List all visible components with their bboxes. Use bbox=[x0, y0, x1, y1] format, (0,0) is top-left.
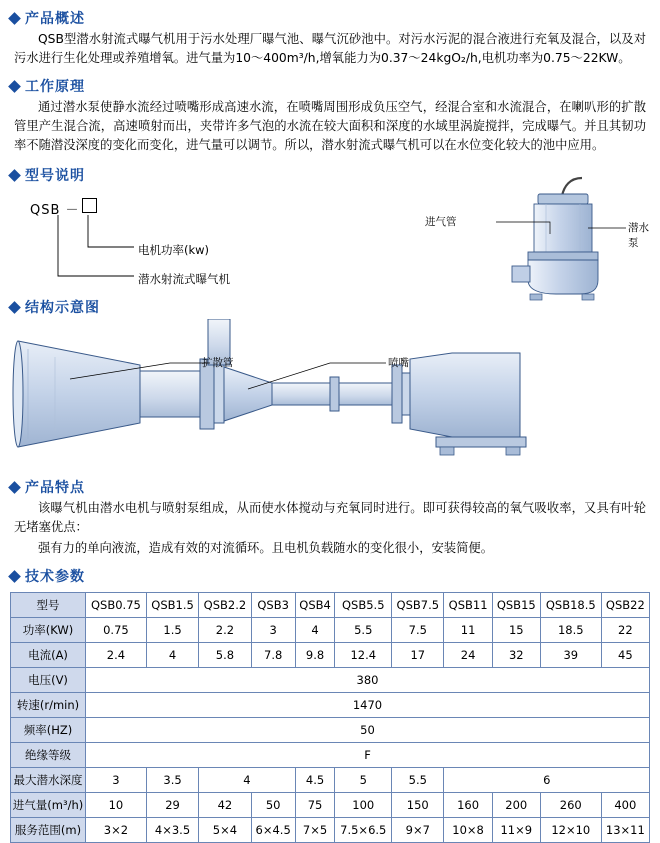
table-cell: 7.5 bbox=[392, 618, 444, 643]
table-cell: 4×3.5 bbox=[146, 818, 198, 843]
label-pump: 潜水泵 bbox=[628, 222, 649, 249]
table-cell: 160 bbox=[444, 793, 492, 818]
table-cell: QSB3 bbox=[251, 593, 295, 618]
table-row bbox=[11, 818, 650, 843]
section-heading-principle bbox=[10, 76, 660, 96]
features-paragraph-1: 该曝气机由潜水电机与喷射泵组成，从而使水体搅动与充氧同时进行。即可获得较高的氧气吸收率，又具有叶轮无堵塞优点： bbox=[14, 501, 646, 534]
table-cell: 4.5 bbox=[295, 768, 335, 793]
table-cell: QSB22 bbox=[601, 593, 649, 618]
table-cell: 3 bbox=[86, 768, 147, 793]
label-diffuser: 扩散管 bbox=[202, 357, 234, 369]
table-row bbox=[11, 593, 650, 618]
table-cell: 2.2 bbox=[199, 618, 251, 643]
row-header: 型号 bbox=[11, 593, 86, 618]
table-row bbox=[11, 693, 650, 718]
table-cell: 42 bbox=[199, 793, 251, 818]
section-title-structure: 结构示意图 bbox=[25, 300, 100, 316]
overview-paragraph: QSB型潜水射流式曝气机用于污水处理厂曝气池、曝气沉砂池中。对污水污泥的混合液进行充氧及混合，以及对污水进行生化处理或养殖增氧。进气量为10～400m³/h,增氧能力为0.37～24kgO₂/h,电机功率为0.75～22KW。 bbox=[14, 32, 646, 65]
table-cell: QSB5.5 bbox=[335, 593, 392, 618]
table-cell: QSB2.2 bbox=[199, 593, 251, 618]
section-title-params: 技术参数 bbox=[25, 569, 85, 585]
table-cell: 6 bbox=[444, 768, 650, 793]
label-air-pipe: 进气管 bbox=[425, 216, 457, 228]
section-heading-params bbox=[10, 566, 660, 586]
row-header: 电压(V) bbox=[11, 668, 86, 693]
table-cell: 32 bbox=[492, 643, 540, 668]
table-cell: 50 bbox=[86, 718, 650, 743]
table-cell: 18.5 bbox=[540, 618, 601, 643]
table-row bbox=[11, 743, 650, 768]
table-cell: 200 bbox=[492, 793, 540, 818]
row-header: 电流(A) bbox=[11, 643, 86, 668]
table-cell: 6×4.5 bbox=[251, 818, 295, 843]
spec-table bbox=[10, 592, 650, 843]
table-row bbox=[11, 718, 650, 743]
diamond-bullet-icon bbox=[8, 80, 21, 93]
table-cell: 10×8 bbox=[444, 818, 492, 843]
table-cell: 150 bbox=[392, 793, 444, 818]
diamond-bullet-icon bbox=[8, 570, 21, 583]
table-cell: 15 bbox=[492, 618, 540, 643]
table-cell: 4 bbox=[146, 643, 198, 668]
table-cell: 400 bbox=[601, 793, 649, 818]
section-heading-overview bbox=[10, 8, 660, 28]
structure-drawing bbox=[0, 319, 660, 469]
table-cell: QSB4 bbox=[295, 593, 335, 618]
row-header: 进气量(m³/h) bbox=[11, 793, 86, 818]
table-cell: 24 bbox=[444, 643, 492, 668]
table-cell: 3.5 bbox=[146, 768, 198, 793]
row-header: 功率(KW) bbox=[11, 618, 86, 643]
table-cell: 260 bbox=[540, 793, 601, 818]
table-cell: 380 bbox=[86, 668, 650, 693]
table-cell: 5 bbox=[335, 768, 392, 793]
section-title-features: 产品特点 bbox=[25, 480, 85, 496]
table-cell: F bbox=[86, 743, 650, 768]
table-cell: 9×7 bbox=[392, 818, 444, 843]
table-cell: 9.8 bbox=[295, 643, 335, 668]
table-cell: 17 bbox=[392, 643, 444, 668]
table-cell: 13×11 bbox=[601, 818, 649, 843]
table-row bbox=[11, 643, 650, 668]
section-title-overview: 产品概述 bbox=[25, 11, 85, 27]
table-cell: 2.4 bbox=[86, 643, 147, 668]
table-cell: 5×4 bbox=[199, 818, 251, 843]
table-cell: 100 bbox=[335, 793, 392, 818]
pump-detail-illustration bbox=[425, 176, 655, 301]
structure-illustration bbox=[0, 319, 660, 469]
row-header: 转速(r/min) bbox=[11, 693, 86, 718]
table-cell: 11 bbox=[444, 618, 492, 643]
table-cell: 0.75 bbox=[86, 618, 147, 643]
table-cell: 45 bbox=[601, 643, 649, 668]
table-cell: 39 bbox=[540, 643, 601, 668]
row-header: 频率(HZ) bbox=[11, 718, 86, 743]
table-cell: 1.5 bbox=[146, 618, 198, 643]
table-cell: 11×9 bbox=[492, 818, 540, 843]
table-cell: 10 bbox=[86, 793, 147, 818]
table-cell: 50 bbox=[251, 793, 295, 818]
pump-detail-drawing bbox=[430, 176, 655, 301]
table-cell: 5.8 bbox=[199, 643, 251, 668]
table-cell: 75 bbox=[295, 793, 335, 818]
label-nozzle: 喷嘴 bbox=[388, 357, 409, 369]
table-cell: 4 bbox=[199, 768, 295, 793]
table-cell: QSB11 bbox=[444, 593, 492, 618]
model-label-power: 电机功率(kw) bbox=[138, 243, 210, 257]
table-cell: 22 bbox=[601, 618, 649, 643]
table-cell: 12.4 bbox=[335, 643, 392, 668]
row-header: 服务范围(m) bbox=[11, 818, 86, 843]
diamond-bullet-icon bbox=[8, 12, 21, 25]
table-cell: 4 bbox=[295, 618, 335, 643]
document-page bbox=[0, 8, 660, 837]
table-cell: 5.5 bbox=[335, 618, 392, 643]
table-cell: QSB7.5 bbox=[392, 593, 444, 618]
features-paragraph-2: 强有力的单向液流，造成有效的对流循环。且电机负载随水的变化很小，安装简便。 bbox=[38, 541, 493, 555]
table-cell: 12×10 bbox=[540, 818, 601, 843]
table-row bbox=[11, 668, 650, 693]
table-cell: 5.5 bbox=[392, 768, 444, 793]
model-label-type: 潜水射流式曝气机 bbox=[138, 272, 230, 286]
table-cell: QSB18.5 bbox=[540, 593, 601, 618]
table-cell: 7.5×6.5 bbox=[335, 818, 392, 843]
section-heading-features bbox=[10, 477, 660, 497]
table-cell: QSB15 bbox=[492, 593, 540, 618]
table-cell: 3×2 bbox=[86, 818, 147, 843]
table-cell: QSB0.75 bbox=[86, 593, 147, 618]
row-header: 绝缘等级 bbox=[11, 743, 86, 768]
table-cell: 7.8 bbox=[251, 643, 295, 668]
table-cell: QSB1.5 bbox=[146, 593, 198, 618]
table-cell: 29 bbox=[146, 793, 198, 818]
model-code-text: QSB － bbox=[30, 203, 80, 218]
diamond-bullet-icon bbox=[8, 169, 21, 182]
table-cell: 7×5 bbox=[295, 818, 335, 843]
table-row bbox=[11, 793, 650, 818]
diamond-bullet-icon bbox=[8, 481, 21, 494]
table-row bbox=[11, 618, 650, 643]
table-row bbox=[11, 768, 650, 793]
row-header: 最大潜水深度 bbox=[11, 768, 86, 793]
principle-paragraph: 通过潜水泵使静水流经过喷嘴形成高速水流，在喷嘴周围形成负压空气，经混合室和水流混合，在喇叭形的扩散管里产生混合流，高速喷射而出，夹带许多气泡的水流在较大面积和深度的水域里涡旋搅拌，完成曝气。并且其韧功率不随潜没深度的变化而变化，进气量可以调节。所以，潜水射流式曝气机可以在水位变化较大的池中应用。 bbox=[14, 100, 646, 152]
section-title-model: 型号说明 bbox=[25, 168, 85, 184]
section-title-principle: 工作原理 bbox=[25, 79, 85, 95]
table-cell: 1470 bbox=[86, 693, 650, 718]
table-cell: 3 bbox=[251, 618, 295, 643]
